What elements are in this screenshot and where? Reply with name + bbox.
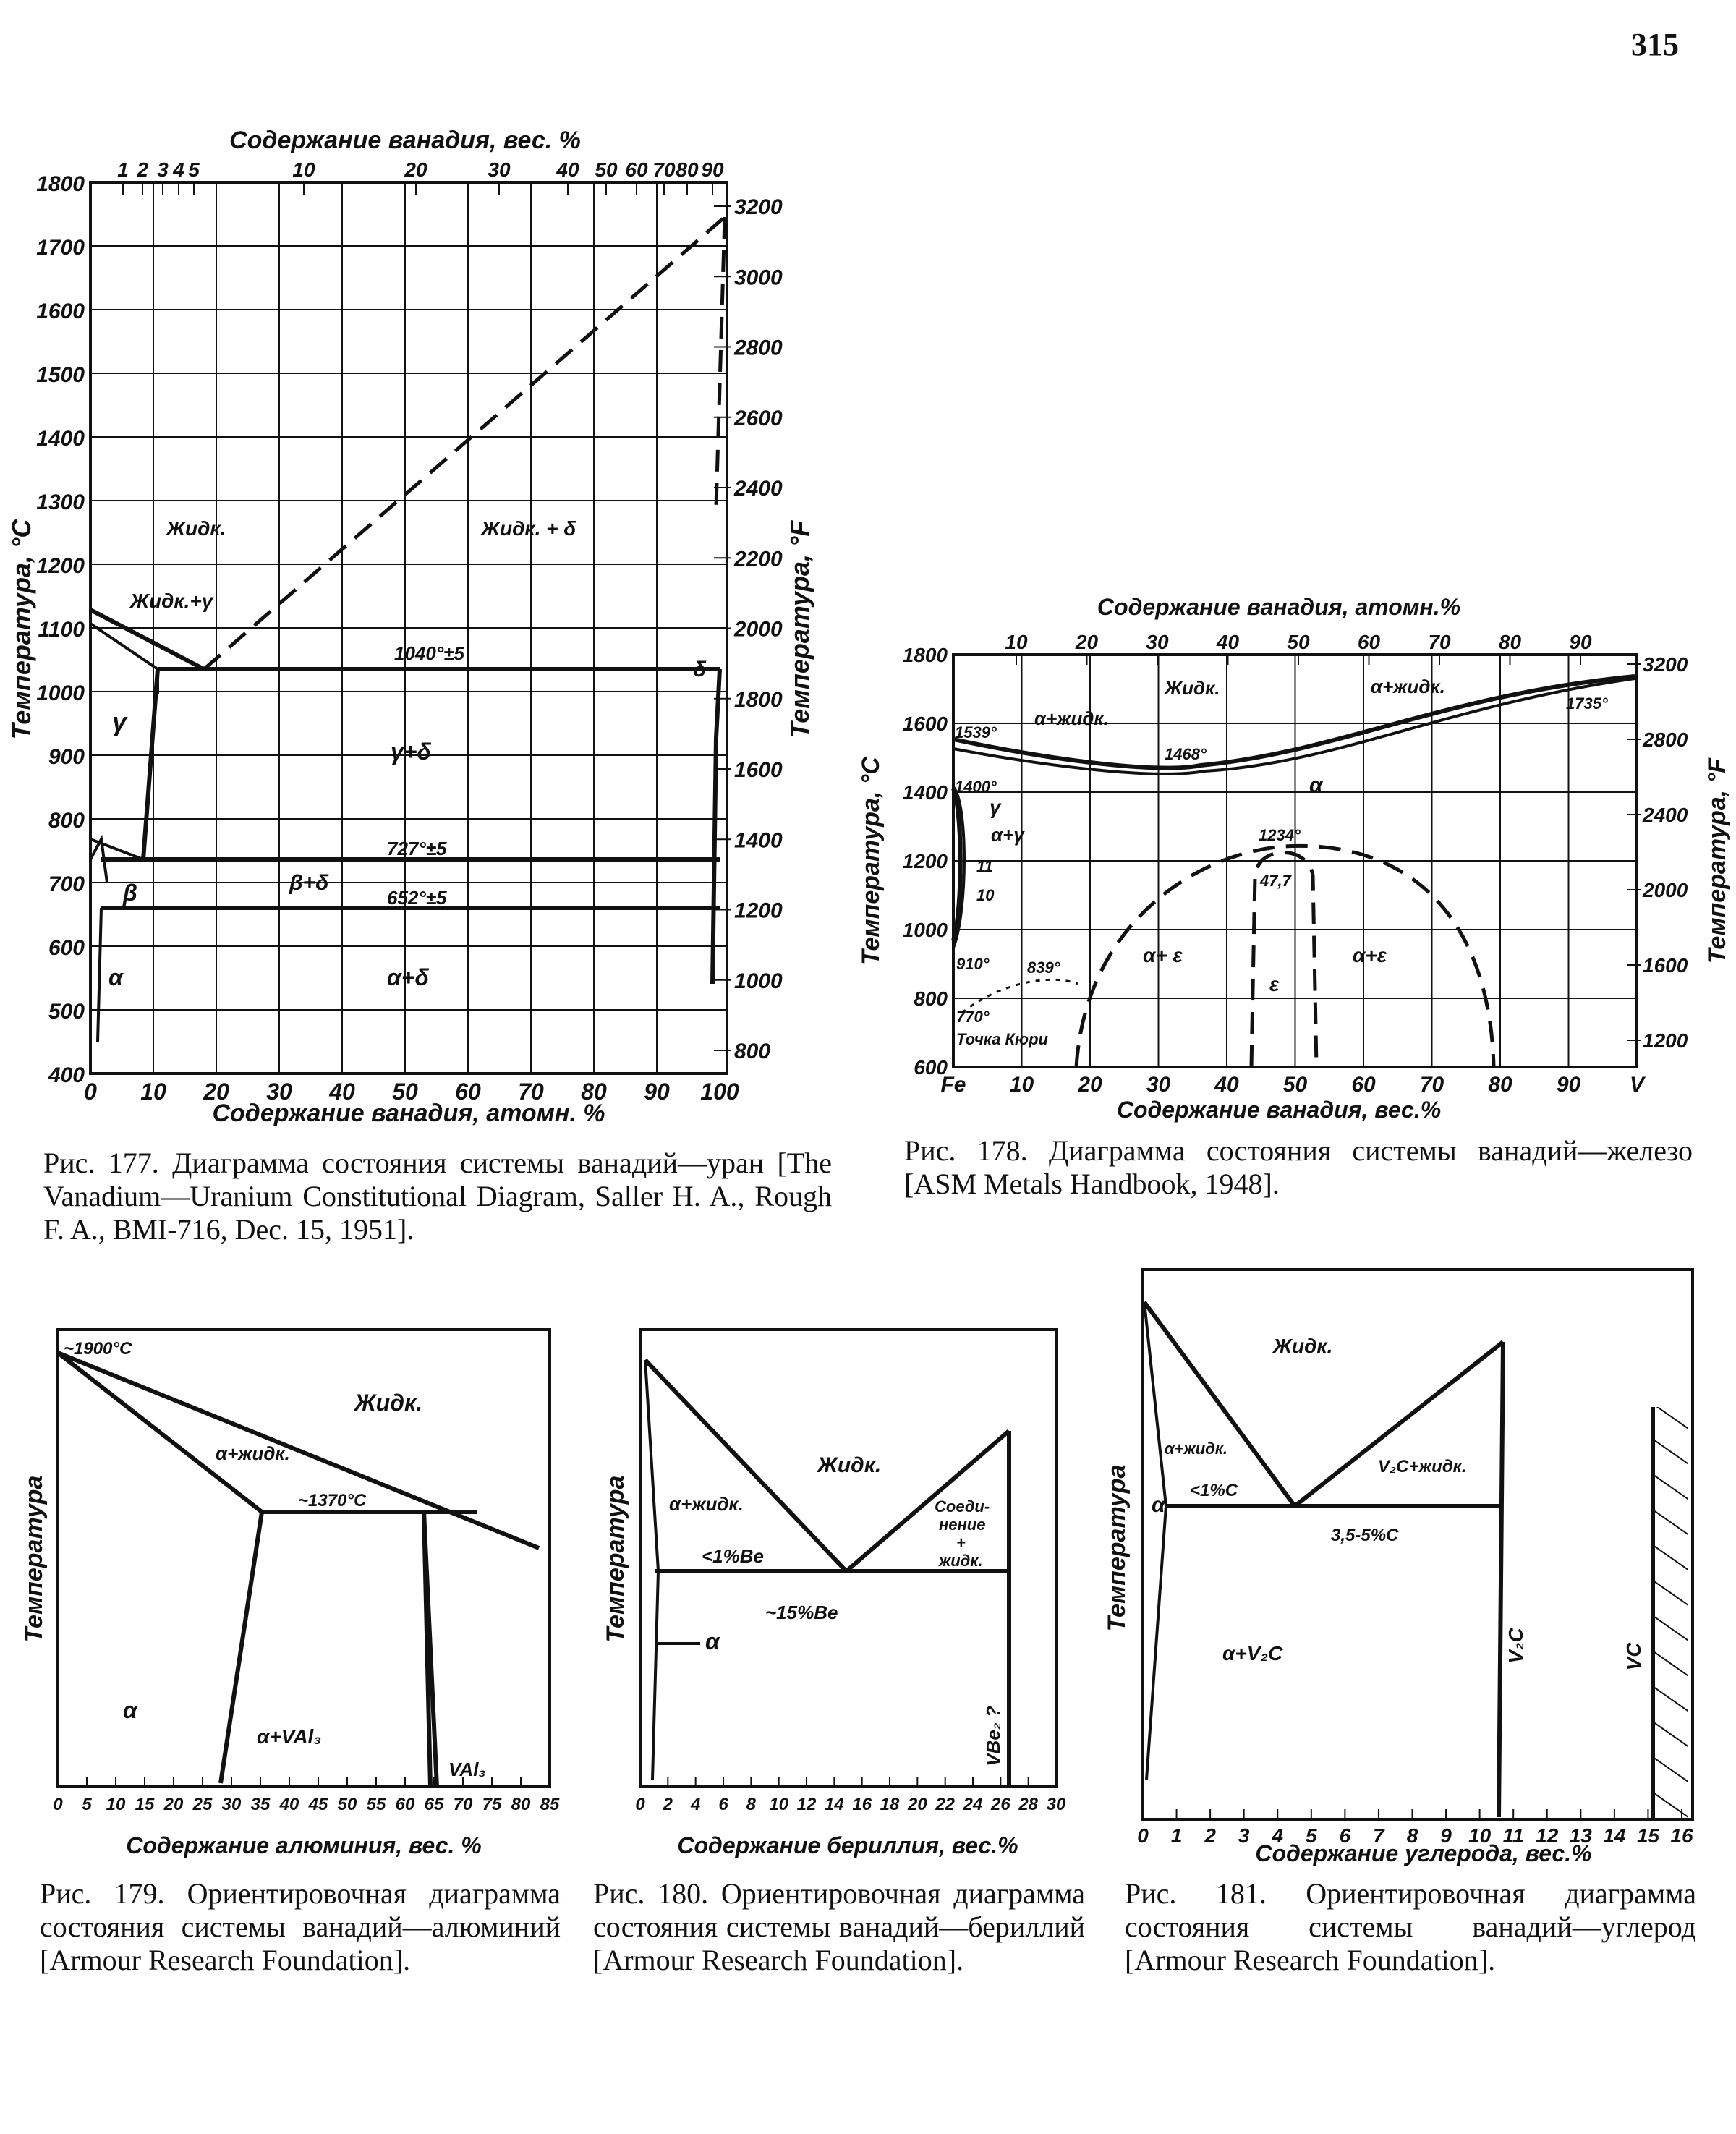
- fig180-caption-fig: Рис. 180.: [593, 1877, 709, 1910]
- fig178-y-right-tick: 1200: [1643, 1029, 1688, 1052]
- fig177-y-right-tick: 1200: [734, 898, 783, 923]
- fig181-x-tick: 10: [1468, 1824, 1492, 1847]
- fig177-top-tick: 4: [173, 158, 184, 181]
- fig177-x-tick: 40: [329, 1079, 355, 1105]
- fig178-caption-text: Диаграмма состояния системы ванадий—железо [ASM Metals Handbook, 1948].: [904, 1134, 1693, 1200]
- fig177-y-right-tick: 2800: [734, 336, 783, 360]
- fig177-t727: 727°±5: [387, 838, 447, 859]
- fig181-x-tick: 16: [1670, 1824, 1693, 1847]
- fig180-x-tick: 30: [1046, 1795, 1066, 1814]
- fig177-region-alpha-delta: α+δ: [387, 964, 430, 990]
- fig180-x-tick: 14: [824, 1795, 844, 1814]
- fig177-y-right-tick: 2600: [734, 406, 783, 430]
- fig177-region-liquid-delta: Жидк. + δ: [481, 517, 576, 540]
- fig178-top-tick: 60: [1357, 631, 1381, 653]
- fig178-t1234: 1234°: [1259, 826, 1301, 844]
- fig177-region-gamma: γ: [112, 707, 127, 736]
- fig177-top-tick: 5: [188, 158, 200, 181]
- fig178-t1735: 1735°: [1566, 694, 1608, 713]
- fig179-x-tick: 40: [279, 1795, 299, 1814]
- fig181-caption-text: Ориентировочная диаграмма состояния системы ванадий—углерод [Armour Research Foundation].: [1125, 1877, 1696, 1976]
- fig180-region-compound-liquid-3: +: [956, 1534, 966, 1552]
- fig180-x-tick: 6: [718, 1795, 728, 1814]
- fig181-x-tick: 11: [1502, 1824, 1524, 1847]
- fig178-x-label: Содержание ванадия, вес.%: [1116, 1097, 1442, 1123]
- fig177-y-left-tick: 900: [48, 745, 85, 769]
- fig178-y-right-tick: 2800: [1643, 728, 1688, 751]
- fig177-t1040: 1040°±5: [394, 642, 464, 664]
- fig178-top-tick: 10: [1005, 631, 1028, 653]
- fig181-diagram: [1103, 1270, 1693, 1866]
- fig181-x-label: Содержание углерода, вес.%: [1255, 1840, 1592, 1866]
- fig178-y-left-tick: 1200: [902, 850, 948, 872]
- fig177-y-left-label: Температура, °C: [7, 519, 36, 740]
- fig178-region-eps: ε: [1269, 973, 1280, 995]
- fig178-y-left-tick: 1000: [902, 919, 948, 941]
- fig177-x-tick: 70: [518, 1079, 544, 1105]
- fig177-region-liquid-gamma: Жидк.+γ: [130, 590, 213, 612]
- fig178-x-tick: 20: [1078, 1073, 1102, 1097]
- fig178-diagram: [857, 594, 1731, 1123]
- fig178-y-right-label: Температура, °F: [1703, 757, 1731, 964]
- fig179-caption-fig: Рис. 179.: [40, 1877, 165, 1910]
- fig177-y-left-tick: 400: [48, 1063, 85, 1087]
- fig178-region-liquid: Жидк.: [1165, 677, 1220, 699]
- fig181-region-v2c-liquid: V₂C+жидк.: [1378, 1457, 1467, 1476]
- fig179-region-alpha-liquid: α+жидк.: [216, 1442, 290, 1464]
- fig178-p11: 11: [977, 857, 993, 875]
- fig178-region-alpha-gamma: α+γ: [991, 824, 1024, 846]
- fig178-t1400: 1400°: [955, 778, 997, 796]
- fig179-x-tick: 85: [540, 1795, 560, 1814]
- fig177-y-right-label: Температура, °F: [785, 520, 814, 739]
- fig178-x-tick: Fe: [940, 1073, 966, 1097]
- fig181-caption-fig: Рис. 181.: [1125, 1877, 1267, 1910]
- fig178-p10: 10: [977, 886, 995, 904]
- fig179-x-tick: 15: [135, 1795, 155, 1814]
- fig180-x-tick: 20: [907, 1795, 927, 1814]
- fig181-x-tick: 3: [1238, 1824, 1250, 1847]
- fig177-top-tick: 50: [595, 158, 618, 181]
- fig181-x-tick: 14: [1603, 1824, 1626, 1847]
- fig177-y-left-tick: 1500: [36, 363, 85, 387]
- fig178-t1468: 1468°: [1165, 745, 1207, 763]
- fig178-region-alpha-liquid-left: α+жидк.: [1034, 707, 1109, 729]
- fig181-region-v2c: V₂C: [1505, 1628, 1527, 1664]
- fig179-x-label: Содержание алюминия, вес. %: [126, 1832, 482, 1858]
- fig179-x-tick: 65: [424, 1795, 444, 1814]
- fig178-top-tick: 20: [1075, 631, 1099, 653]
- fig177-caption-text: Диаграмма состояния системы ванадий—уран [The Vanadium—Uranium Constitutional Diagram, Saller H. A., Rough F. A., BMI-716, Dec. 15, 1951].: [43, 1147, 832, 1246]
- fig180-be15: ~15%Be: [765, 1602, 838, 1623]
- fig178-t839: 839°: [1027, 958, 1060, 977]
- fig181-region-vc: VC: [1622, 1642, 1645, 1671]
- fig179-alpha-solvus: [221, 1512, 262, 1783]
- fig181-region-alpha: α: [1152, 1493, 1165, 1517]
- fig180-x-tick: 16: [852, 1795, 872, 1814]
- fig177-y-right-tick: 2000: [734, 617, 783, 642]
- fig178-top-tick: 70: [1428, 631, 1451, 653]
- fig177-top-axis-label: Содержание ванадия, вес. %: [229, 127, 581, 154]
- fig177-x-tick: 30: [266, 1079, 292, 1105]
- fig180-x-tick: 10: [769, 1795, 789, 1814]
- fig180-x-tick: 2: [663, 1795, 673, 1814]
- fig178-region-alpha-eps-right: α+ε: [1353, 944, 1387, 966]
- fig177-top-tick: 90: [701, 158, 724, 181]
- fig181-frame: [1143, 1270, 1693, 1819]
- fig178-x-tick: 10: [1009, 1073, 1034, 1097]
- fig181-caption: [1125, 1877, 1696, 1977]
- fig180-x-tick: 22: [935, 1795, 956, 1814]
- fig177-y-left-tick: 1700: [36, 236, 85, 260]
- fig177-x-tick: 100: [700, 1079, 739, 1105]
- fig181-x-tick: 8: [1406, 1824, 1418, 1847]
- fig177-top-tick: 1: [117, 158, 129, 181]
- fig177-alpha-bound: [98, 908, 101, 1042]
- fig180-y-label: Температура: [602, 1475, 629, 1643]
- fig177-y-left-tick: 600: [48, 936, 85, 960]
- fig180-region-alpha: α: [705, 1628, 720, 1654]
- fig177-y-right-tick: 800: [734, 1040, 771, 1063]
- fig180-caption: [593, 1877, 1085, 1977]
- fig177-y-left-tick: 1400: [36, 427, 85, 451]
- fig178-x-tick: 50: [1282, 1073, 1308, 1097]
- page-number: 315: [1631, 27, 1679, 62]
- fig177-y-right-tick: 1800: [734, 687, 783, 712]
- fig179-x-tick: 60: [395, 1795, 415, 1814]
- fig179-x-tick: 20: [163, 1795, 184, 1814]
- fig177-y-left-tick: 1600: [36, 299, 85, 323]
- fig179-liquidus-upper: [58, 1353, 539, 1548]
- fig177-top-tick: 10: [292, 158, 315, 181]
- fig178-region-alpha-eps-left: α+ ε: [1143, 944, 1183, 966]
- fig179-x-tick: 5: [82, 1795, 92, 1814]
- fig177-x-tick: 90: [644, 1079, 670, 1105]
- fig177-y-right-tick: 2200: [734, 547, 783, 571]
- fig179-region-alpha-val3: α+VAl₃: [257, 1725, 322, 1748]
- fig177-y-right-tick: 1400: [734, 828, 783, 853]
- fig178-top-tick: 50: [1287, 631, 1310, 653]
- fig177-liquidus-dashed: [204, 217, 725, 669]
- fig178-y-right-tick: 2000: [1643, 879, 1688, 901]
- fig180-x-tick: 28: [1018, 1795, 1039, 1814]
- fig177-diagram: [7, 127, 814, 1127]
- fig179-caption-text: Ориентировочная диаграмма состояния системы ванадий—алюминий [Armour Research Foundation].: [40, 1877, 561, 1976]
- fig178-y-left-label: Температура, °C: [857, 757, 885, 965]
- fig177-x-tick: 80: [581, 1079, 607, 1105]
- fig178-t910: 910°: [956, 955, 990, 973]
- fig178-y-left-tick: 1600: [902, 713, 948, 735]
- fig179-x-tick: 80: [511, 1795, 531, 1814]
- fig177-y-left-tick: 800: [48, 809, 85, 833]
- fig177-y-right-tick: 3000: [734, 265, 783, 290]
- fig178-y-left-tick: 800: [914, 987, 948, 1010]
- fig181-x-tick: 2: [1204, 1824, 1216, 1847]
- fig177-region-alpha: α: [109, 964, 123, 990]
- fig177-top-tick: 2: [137, 158, 148, 181]
- fig177-top-tick: 70: [652, 158, 676, 181]
- fig177-y-left-tick: 1200: [36, 554, 85, 578]
- fig178-caption: [904, 1134, 1693, 1201]
- fig178-region-alpha: α: [1309, 773, 1323, 797]
- fig181-x-tick: 7: [1373, 1824, 1384, 1847]
- fig177-x-tick: 50: [392, 1079, 418, 1105]
- fig179-t1370: ~1370°C: [298, 1491, 367, 1510]
- fig179-y-label: Температура: [20, 1475, 48, 1643]
- fig178-y-left-tick: 1400: [902, 781, 948, 804]
- fig181-v2c-line: [1499, 1342, 1503, 1817]
- fig177-delta-bound: [712, 669, 720, 984]
- fig181-region-alpha-liquid: α+жидк.: [1165, 1440, 1227, 1458]
- fig180-region-alpha-liquid: α+жидк.: [669, 1493, 744, 1515]
- fig181-x-tick: 4: [1272, 1824, 1284, 1847]
- fig179-diagram: [20, 1330, 560, 1858]
- fig177-x-tick: 0: [84, 1079, 97, 1105]
- fig181-c1: <1%C: [1190, 1481, 1238, 1500]
- fig180-region-vbe2: VBe₂ ?: [982, 1706, 1004, 1767]
- fig179-x-tick: 45: [308, 1795, 328, 1814]
- fig178-top-tick: 90: [1569, 631, 1592, 653]
- fig179-x-tick: 50: [337, 1795, 357, 1814]
- fig180-x-tick: 12: [796, 1795, 817, 1814]
- fig180-x-tick: 8: [746, 1795, 757, 1814]
- fig177-top-tick: 30: [488, 158, 511, 181]
- fig177-x-tick: 60: [455, 1079, 481, 1105]
- fig181-x-tick: 12: [1536, 1824, 1559, 1847]
- fig177-top-tick: 80: [676, 158, 699, 181]
- fig178-top-axis-label: Содержание ванадия, атомн.%: [1097, 594, 1461, 620]
- fig179-x-tick: 75: [482, 1795, 502, 1814]
- fig178-x-tick: 40: [1214, 1073, 1239, 1097]
- fig178-x-tick: V: [1629, 1073, 1645, 1097]
- fig177-region-beta-delta: β+δ: [289, 871, 329, 895]
- fig179-t1900: ~1900°C: [64, 1339, 132, 1359]
- fig177-y-left-tick: 1800: [36, 172, 85, 196]
- fig180-x-tick: 24: [963, 1795, 983, 1814]
- fig178-curie: Точка Кюри: [956, 1030, 1048, 1048]
- fig180-x-tick: 4: [690, 1795, 701, 1814]
- fig177-region-gamma-delta: γ+δ: [391, 739, 432, 765]
- fig178-y-right-tick: 1600: [1643, 954, 1688, 977]
- fig180-x-tick: 0: [635, 1795, 645, 1814]
- fig180-x-tick: 26: [990, 1795, 1010, 1814]
- fig177-y-left-tick: 1000: [36, 681, 85, 705]
- fig180-region-compound-liquid-1: Соеди-: [935, 1497, 990, 1516]
- fig177-liquidus-left: [90, 610, 204, 669]
- fig181-region-liquid: Жидк.: [1273, 1335, 1333, 1357]
- fig181-alpha-solvus: [1144, 1302, 1166, 1780]
- fig177-y-right-tick: 1000: [734, 969, 783, 993]
- fig177-top-tick: 40: [556, 158, 579, 181]
- fig177-liquidus-inner: [90, 624, 158, 669]
- fig181-x-tick: 9: [1440, 1824, 1452, 1847]
- fig177-top-tick: 3: [157, 158, 169, 181]
- fig179-region-liquid: Жидк.: [354, 1390, 423, 1416]
- fig177-gamma-boundary: [143, 669, 158, 859]
- fig178-top-tick: 80: [1498, 631, 1522, 653]
- fig180-diagram: [602, 1330, 1066, 1858]
- fig177-x-tick: 10: [140, 1079, 166, 1105]
- fig179-x-tick: 70: [453, 1795, 473, 1814]
- fig181-c35: 3,5-5%C: [1331, 1526, 1399, 1545]
- fig181-x-tick: 15: [1636, 1824, 1660, 1847]
- fig178-x-tick: 70: [1419, 1073, 1444, 1097]
- fig177-y-left-tick: 700: [48, 872, 85, 896]
- fig179-x-tick: 35: [250, 1795, 271, 1814]
- fig180-x-tick: 18: [880, 1795, 900, 1814]
- fig178-top-tick: 40: [1216, 631, 1240, 653]
- fig177-region-delta: δ: [693, 658, 707, 681]
- fig177-x-tick: 20: [203, 1079, 229, 1105]
- fig178-x-tick: 30: [1146, 1073, 1171, 1097]
- fig181-x-tick: 1: [1170, 1824, 1183, 1847]
- fig178-y-left-tick: 1800: [902, 644, 948, 666]
- fig178-region-gamma: γ: [990, 796, 1001, 818]
- fig177-top-tick: 60: [625, 158, 648, 181]
- fig178-t770: 770°: [956, 1008, 990, 1026]
- fig178-caption-fig: Рис. 178.: [904, 1134, 1028, 1167]
- fig181-x-tick: 5: [1306, 1824, 1317, 1847]
- fig177-caption: [43, 1147, 832, 1246]
- fig181-y-label: Температура: [1103, 1464, 1131, 1632]
- fig180-x-label: Содержание бериллия, вес.%: [677, 1832, 1018, 1858]
- fig177-region-liquid: Жидк.: [166, 517, 226, 540]
- fig178-y-left-tick: 600: [914, 1056, 948, 1079]
- fig178-x-tick: 80: [1488, 1073, 1512, 1097]
- fig177-y-right-tick: 2400: [734, 477, 783, 501]
- fig177-y-left-tick: 500: [48, 1000, 85, 1024]
- fig177-x-label: Содержание ванадия, атомн. %: [212, 1100, 605, 1127]
- fig177-y-left-tick: 1300: [36, 490, 85, 514]
- fig181-x-tick: 0: [1137, 1824, 1149, 1847]
- fig178-x-tick: 90: [1556, 1073, 1581, 1097]
- fig178-top-tick: 30: [1146, 631, 1169, 653]
- fig180-region-compound-liquid-2: нение: [939, 1516, 986, 1534]
- fig178-y-right-tick: 3200: [1643, 653, 1688, 676]
- fig179-region-alpha: α: [123, 1697, 137, 1723]
- fig177-top-tick: 20: [404, 158, 427, 181]
- fig177-y-right-tick: 1600: [734, 758, 783, 782]
- fig178-region-alpha-liquid-right: α+жидк.: [1371, 676, 1445, 697]
- fig178-p477: 47,7: [1260, 872, 1291, 890]
- fig181-x-tick: 13: [1569, 1824, 1592, 1847]
- fig177-region-beta: β: [123, 880, 137, 906]
- fig177-y-right-tick: 3200: [734, 195, 783, 219]
- fig178-t1539: 1539°: [955, 723, 997, 741]
- fig179-x-tick: 10: [106, 1795, 126, 1814]
- fig177-y-left-tick: 1100: [38, 618, 85, 642]
- fig177-right-dashed: [716, 217, 725, 506]
- fig180-caption-text: Ориентировочная диаграмма состояния системы ванадий—бериллий [Armour Research Foundation].: [593, 1877, 1086, 1976]
- fig178-x-tick: 60: [1351, 1073, 1376, 1097]
- fig179-x-tick: 55: [366, 1795, 386, 1814]
- fig181-vc-hatch: [1653, 1407, 1688, 1819]
- fig177-caption-fig: Рис. 177.: [43, 1147, 159, 1179]
- fig181-region-alpha-v2c: α+V₂C: [1222, 1642, 1283, 1665]
- fig179-caption: [40, 1877, 561, 1977]
- fig179-x-tick: 0: [53, 1795, 63, 1814]
- fig178-y-right-tick: 2400: [1643, 804, 1688, 826]
- fig181-x-tick: 6: [1339, 1824, 1351, 1847]
- fig180-region-liquid: Жидк.: [817, 1453, 882, 1477]
- fig180-be1: <1%Be: [702, 1545, 764, 1567]
- fig179-x-tick: 30: [221, 1795, 242, 1814]
- fig179-x-tick: 25: [192, 1795, 213, 1814]
- fig179-region-val3: VAl₃: [448, 1759, 486, 1780]
- fig177-t652: 652°±5: [387, 887, 447, 909]
- fig180-region-compound-liquid-4: жидк.: [939, 1552, 983, 1570]
